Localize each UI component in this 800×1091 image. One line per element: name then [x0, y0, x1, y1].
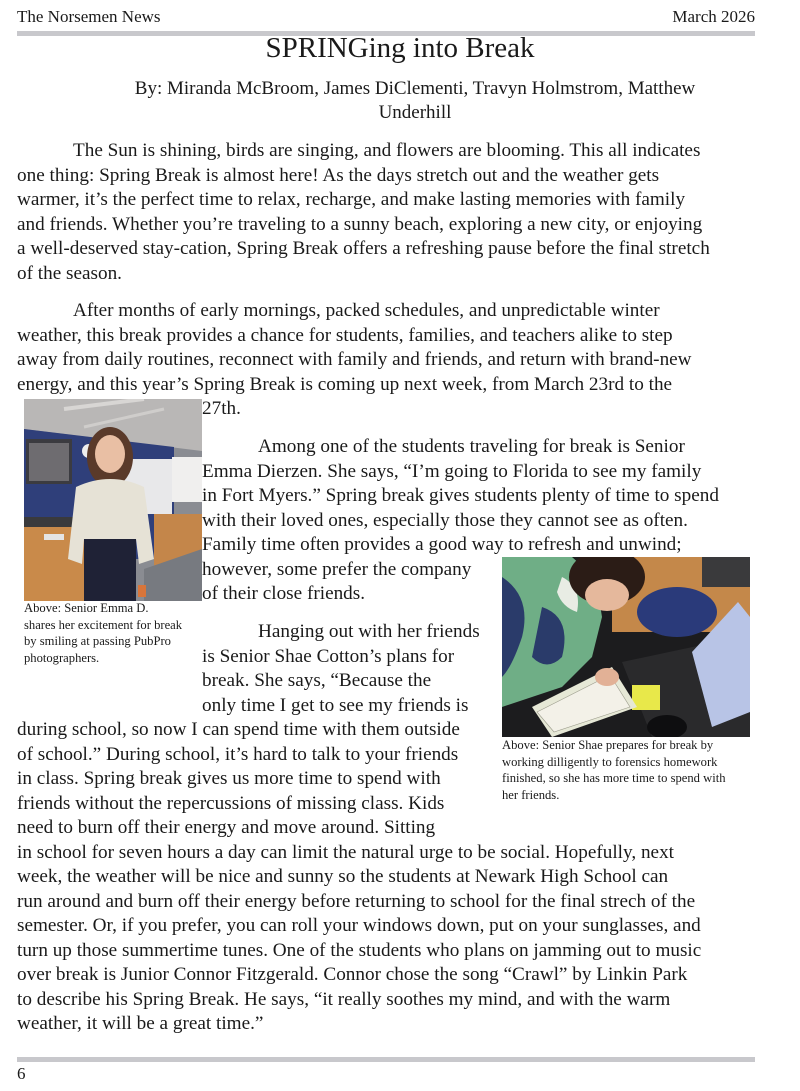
text-line: of the season. [17, 262, 122, 284]
byline [100, 77, 730, 125]
caption-line: by smiling at passing PubPro [24, 634, 171, 648]
text-line: however, some prefer the company [202, 558, 472, 580]
text-line: need to burn off their energy and move around. Sitting [17, 817, 436, 838]
text-line: a well-deserved stay-cation, Spring Break offers a refreshing pause before the final stretch [17, 238, 710, 259]
text-line: turn up those summertime tunes. One of the students who plans on jamming out to music [17, 939, 702, 961]
text-line: to describe his Spring Break. He says, “it really soothes my mind, and with the warm [17, 988, 671, 1010]
text-line: in class. Spring break gives us more time to spend with [17, 768, 441, 789]
caption-line: photographers. [24, 650, 100, 665]
caption-line: Above: Senior Shae prepares for break by [502, 738, 714, 752]
text-line: in school for seven hours a day can limit the natural urge to be social. Hopefully, next [17, 841, 674, 863]
article-title: SPRINGing into Break [265, 32, 535, 64]
text-line: The Sun is shining, birds are singing, and flowers are blooming. This all indicates [73, 140, 701, 161]
paragraph-1 [17, 139, 710, 286]
text-line: over break is Junior Connor Fitzgerald. Connor chose the song “Crawl” by Linkin Park [17, 964, 688, 985]
photo-shae [502, 557, 750, 737]
caption-line: her friends. [502, 787, 560, 802]
text-line: and friends. Whether you’re traveling to a sunny beach, exploring a new city, or enjoying [17, 213, 703, 235]
text-line: Emma Dierzen. She says, “I’m going to Florida to see my family [202, 460, 702, 482]
text-line: run around and burn off their energy before returning to school for the final strech of the [17, 890, 696, 912]
byline-line: Underhill [378, 102, 452, 123]
paragraph-4-bottom [17, 718, 701, 1037]
paragraph-4-top [202, 620, 480, 718]
text-line: week, the weather will be nice and sunny so the students at Newark High School can [17, 866, 669, 887]
page-number: 6 [17, 1064, 26, 1083]
photo-emma-caption [24, 600, 182, 666]
text-line: one thing: Spring Break is almost here! As the days stretch out and the weather gets [17, 164, 660, 186]
caption-line: Above: Senior Emma D. [24, 601, 149, 615]
text-line: with their loved ones, especially those they cannot see as often. [202, 509, 688, 531]
text-line: during school, so now I can spend time with them outside [17, 719, 460, 740]
photo-emma [24, 399, 202, 601]
footer-divider [17, 1057, 755, 1062]
text-line: After months of early mornings, packed schedules, and unpredictable winter [73, 300, 660, 321]
text-line: energy, and this year’s Spring Break is coming up next week, from March 23rd to the [17, 373, 673, 395]
text-line: Hanging out with her friends [258, 621, 480, 642]
text-line: friends without the repercussions of missing class. Kids [17, 792, 445, 814]
text-line: of their close friends. [202, 583, 366, 604]
text-line: away from daily routines, reconnect with family and friends, and return with brand-new [17, 349, 692, 370]
text-line: only time I get to see my friends is [202, 694, 469, 716]
text-line: weather, this break provides a chance for students, families, and teachers alike to step [17, 324, 673, 346]
text-line: Among one of the students traveling for break is Senior [258, 436, 685, 457]
text-line: Family time often provides a good way to refresh and unwind; [202, 534, 682, 555]
text-line: 27th. [202, 398, 241, 419]
text-line: warmer, it’s the perfect time to relax, recharge, and make lasting memories with family [17, 189, 686, 210]
text-line: break. She says, “Because the [202, 670, 432, 691]
text-line: is Senior Shae Cotton’s plans for [202, 645, 455, 667]
caption-line: working dilligently to forensics homework [502, 754, 718, 769]
byline-line: By: Miranda McBroom, James DiClementi, Travyn Holmstrom, Matthew [134, 78, 696, 99]
text-line: weather, it will be a great time.” [17, 1013, 264, 1034]
publication-name: The Norsemen News [17, 7, 161, 26]
text-line: of school.” During school, it’s hard to talk to your friends [17, 743, 459, 765]
caption-line: shares her excitement for break [24, 617, 183, 632]
text-line: semester. Or, if you prefer, you can roll your windows down, put on your sunglasses, and [17, 915, 701, 936]
issue-date: March 2026 [672, 7, 755, 26]
text-line: in Fort Myers.” Spring break gives students plenty of time to spend [202, 485, 719, 506]
caption-line: finished, so she has more time to spend with [502, 771, 726, 785]
